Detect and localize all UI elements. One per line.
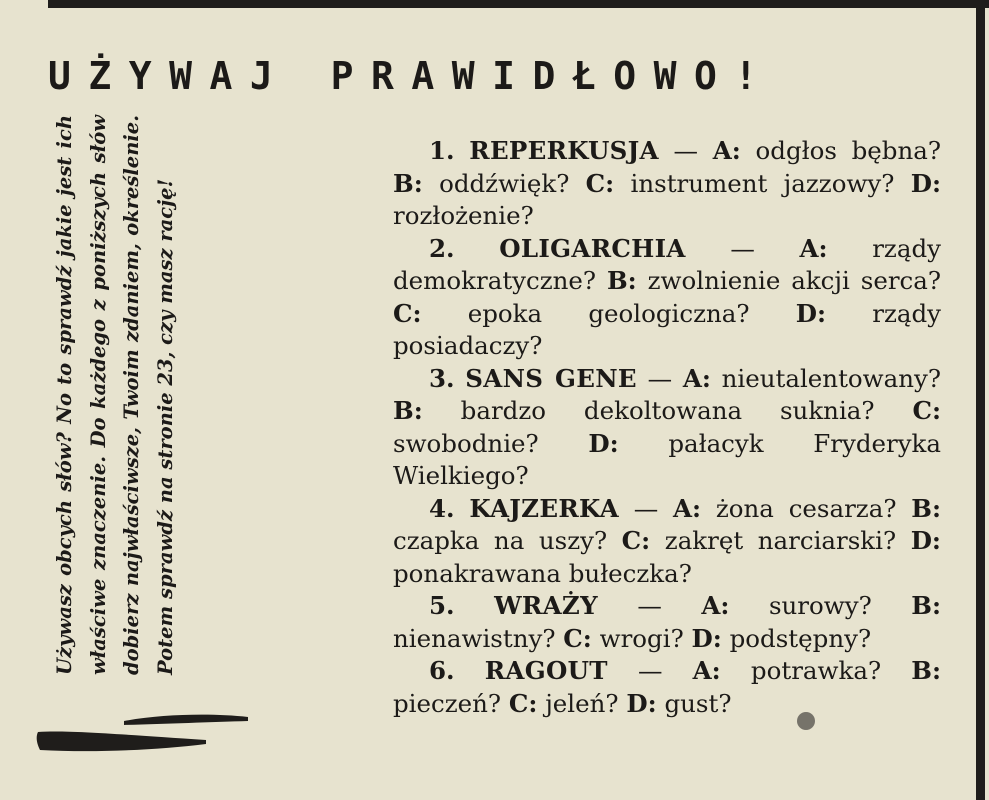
ink-smudge (797, 712, 815, 730)
option-letter: D: (795, 298, 827, 328)
question-term: KAJZERKA (469, 493, 619, 523)
question-term: RAGOUT (484, 656, 608, 685)
option-text: jeleń? (545, 688, 619, 718)
option-letter: A: (712, 136, 741, 165)
option-letter: D: (626, 688, 657, 718)
decorative-swash-top (122, 712, 250, 726)
option-letter: A: (692, 656, 721, 685)
option-text: rządy demokratyczne? (393, 233, 941, 295)
option-text: instrument jazzowy? (630, 168, 895, 198)
option-text: swobodnie? (393, 428, 539, 458)
option-letter: D: (910, 168, 941, 198)
option-letter: C: (621, 526, 651, 555)
option-text: odgłos bębna? (755, 136, 941, 165)
question-number: 1. (429, 136, 455, 165)
option-letter: D: (588, 428, 619, 458)
frame-right-border (976, 0, 985, 800)
option-letter: B: (911, 656, 942, 685)
question-term: OLIGARCHIA (499, 233, 686, 263)
option-text: ponakrawana bułeczka? (393, 558, 692, 588)
option-text: epoka geologiczna? (467, 298, 750, 328)
page-title: UŻYWAJ PRAWIDŁOWO! (48, 54, 775, 98)
option-letter: A: (701, 591, 730, 620)
question-number: 4. (429, 493, 455, 523)
question-number: 5. (429, 591, 455, 620)
option-letter: A: (799, 233, 828, 263)
option-letter: D: (691, 623, 722, 653)
option-text: oddźwięk? (439, 168, 570, 198)
option-text: zwolnienie akcji serca? (647, 266, 941, 295)
option-text: nienawistny? (393, 623, 556, 653)
option-text: bardzo dekoltowana suknia? (460, 396, 875, 425)
question-item: 3. SANS GENE — A: nieutalentowany? B: bardzo dekoltowana suknia? C: swobodnie? D: pałacyk Fryderyka Wielkiego? (393, 363, 942, 490)
question-number: 2. (429, 233, 455, 263)
option-text: rządy posiadaczy? (393, 298, 941, 360)
question-term: WRAŻY (494, 591, 598, 620)
decorative-swash-bottom (36, 728, 208, 754)
frame-top-border (48, 0, 989, 8)
option-text: żona cesarza? (715, 493, 897, 523)
option-text: pałacyk Fryderyka Wielkiego? (393, 428, 942, 490)
option-letter: C: (563, 623, 592, 653)
option-letter: B: (911, 591, 941, 620)
option-letter: A: (682, 363, 711, 393)
option-text: zakręt narciarski? (664, 526, 897, 555)
option-text: potrawka? (750, 656, 882, 685)
question-item: 4. KAJZERKA — A: żona cesarza? B: czapka na uszy? C: zakręt narciarski? D: ponakrawana bułeczka? (393, 493, 942, 588)
sidebar-instructions (40, 115, 250, 675)
option-letter: C: (585, 168, 615, 198)
option-text: gust? (664, 688, 732, 718)
option-letter: A: (673, 493, 702, 523)
option-letter: C: (393, 298, 422, 328)
question-term: SANS GENE (465, 363, 637, 393)
option-letter: C: (508, 688, 538, 718)
question-term: REPERKUSJA (469, 136, 659, 165)
question-number: 6. (429, 656, 455, 685)
question-number: 3. (429, 363, 455, 393)
option-text: nieutalentowany? (721, 363, 941, 393)
option-letter: D: (910, 526, 941, 555)
option-letter: B: (393, 168, 423, 198)
question-list (393, 135, 941, 720)
option-text: pieczeń? (393, 688, 502, 718)
option-letter: B: (606, 266, 637, 295)
option-text: rozłożenie? (393, 201, 534, 230)
option-letter: B: (393, 396, 423, 425)
question-item: 6. RAGOUT — A: potrawka? B: pieczeń? C: jeleń? D: gust? (393, 656, 942, 718)
sidebar-text: Używasz obcych słów? No to sprawdź jakie jest ich właściwe znaczenie. Do każdego z poniższych słów dobierz najwłaściwsze, Twoim zdaniem, określenie. Potem sprawdź na stronie 23, czy masz rację! (53, 115, 177, 675)
option-text: surowy? (768, 591, 872, 620)
option-text: wrogi? (599, 623, 684, 653)
question-item: 5. WRAŻY — A: surowy? B: nienawistny? C: wrogi? D: podstępny? (393, 591, 941, 653)
option-letter: B: (911, 493, 942, 523)
question-item: 2. OLIGARCHIA — A: rządy demokratyczne? B: zwolnienie akcji serca? C: epoka geologiczna? D: rządy posiadaczy? (393, 233, 941, 360)
option-text: czapka na uszy? (393, 526, 608, 555)
question-item: 1. REPERKUSJA — A: odgłos bębna? B: oddźwięk? C: instrument jazzowy? D: rozłożenie? (393, 136, 941, 230)
option-letter: C: (912, 396, 941, 425)
option-text: podstępny? (729, 623, 872, 653)
